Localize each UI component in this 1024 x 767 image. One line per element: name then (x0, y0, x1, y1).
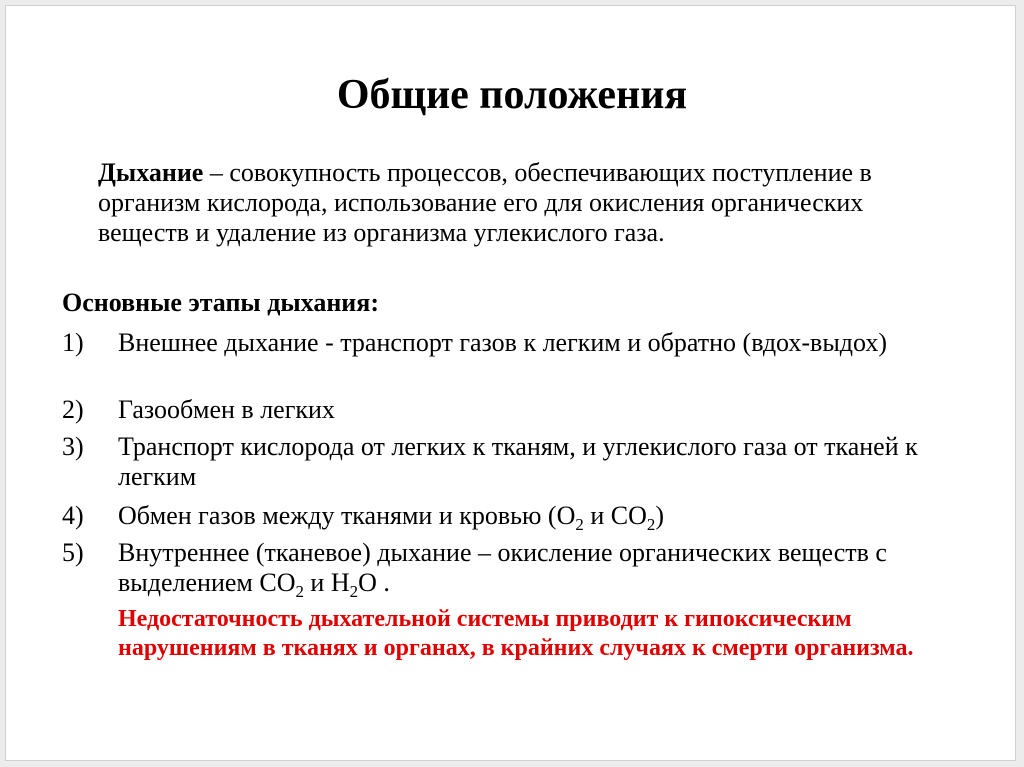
definition-term: Дыхание (98, 158, 204, 187)
stage-item-4 (62, 501, 982, 534)
stage-item-3 (62, 432, 982, 492)
stage-item-2 (62, 395, 982, 425)
stage-text-part: и CO (583, 501, 647, 530)
stages-heading: Основные этапы дыхания: (62, 288, 380, 317)
subscript: 2 (646, 514, 656, 534)
stage-number: 2) (62, 395, 84, 424)
stage-text: Внешнее дыхание - транспорт газов к легким и обратно (вдох-выдох) (118, 328, 888, 357)
warning-text: Недостаточность дыхательной системы приводит к гипоксическим нарушениям в тканях и органах, в крайних случаях к смерти организма. (118, 606, 914, 661)
stage-number: 5) (62, 538, 84, 567)
stage-text: Газообмен в легких (118, 395, 335, 424)
stage-text: Транспорт кислорода от легких к тканям, и углекислого газа от тканей к легким (118, 432, 918, 491)
definition-text: – совокупность процессов, обеспечивающих поступление в организм кислорода, использование его для окисления органических веществ и удаление из организма углекислого газа. (98, 158, 872, 247)
page-title: Общие положения (336, 72, 688, 118)
stage-number: 1) (62, 328, 84, 357)
stage-text-part: Обмен газов между тканями и кровью (O (118, 501, 576, 530)
stage-number: 4) (62, 501, 84, 530)
definition-paragraph (98, 158, 918, 248)
stage-item-1 (62, 328, 982, 358)
stage-text (118, 538, 982, 601)
stage-number: 3) (62, 432, 84, 461)
stage-text-part: ) (655, 501, 664, 530)
stage-text-part: Внутреннее (тканевое) дыхание – окисление органических веществ с выделением CO (118, 538, 887, 597)
stage-text (118, 501, 982, 534)
subscript: 2 (349, 581, 359, 601)
stage-text-part: и H (303, 568, 350, 597)
stage-item-5 (62, 538, 982, 601)
subscript: 2 (295, 581, 304, 601)
stage-text-part: O . (358, 568, 390, 597)
subscript: 2 (575, 514, 584, 534)
